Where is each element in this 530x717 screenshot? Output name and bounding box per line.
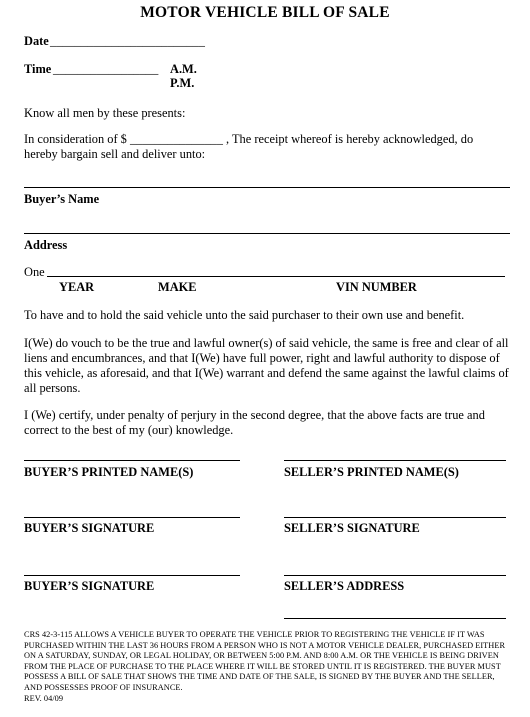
revision-label: REV. 04/09 (24, 693, 64, 703)
am-label: A.M. (170, 62, 197, 76)
seller-signature-label: SELLER’S SIGNATURE (284, 521, 420, 535)
date-label: Date (24, 34, 49, 48)
vouch-text: I(We) do vouch to be the true and lawful owner(s) of said vehicle, the same is free and clear of all liens and encumbrances, and that I(We) have full power, right and lawful authority to dispose of this vehicle, as aforesaid, and that I(We) warrant and defend the same against the lawful claims of all persons. (24, 336, 509, 395)
buyer-name-label: Buyer’s Name (24, 192, 100, 206)
buyer-signature-label-1: BUYER’S SIGNATURE (24, 521, 155, 535)
buyer-printed-name-label: BUYER’S PRINTED NAME(S) (24, 465, 194, 479)
page-title: MOTOR VEHICLE BILL OF SALE (140, 4, 390, 21)
seller-printed-name-label: SELLER’S PRINTED NAME(S) (284, 465, 459, 479)
seller-address-line[interactable] (284, 575, 506, 576)
one-label: One (24, 265, 45, 279)
buyer-printed-name-line[interactable] (24, 460, 240, 461)
buyer-name-line[interactable] (24, 187, 510, 188)
certify-text: I (We) certify, under penalty of perjury in the second degree, that the above facts are true and correct to the best of my (our) knowledge. (24, 408, 485, 437)
consideration-text: In consideration of $ _______________ , The receipt whereof is hereby acknowledged, do hereby bargain sell and deliver unto: (24, 132, 474, 161)
buyer-signature-label-2: BUYER’S SIGNATURE (24, 579, 155, 593)
seller-address-label: SELLER’S ADDRESS (284, 579, 405, 593)
address-line[interactable] (24, 233, 510, 234)
buyer-signature-line-2[interactable] (24, 575, 240, 576)
time-field[interactable]: _________________ (53, 62, 159, 76)
seller-signature-line[interactable] (284, 517, 506, 518)
pm-label: P.M. (170, 76, 195, 90)
to-have-text: To have and to hold the said vehicle unto the said purchaser to their own use and benefit. (24, 308, 465, 322)
year-label: YEAR (59, 280, 95, 294)
legal-footer (24, 630, 510, 704)
intro-text: Know all men by these presents: (24, 106, 186, 120)
seller-address-line-2[interactable] (284, 618, 506, 619)
vin-label: VIN NUMBER (336, 280, 417, 294)
vehicle-line[interactable] (47, 276, 505, 277)
date-field[interactable]: _________________________ (50, 34, 205, 48)
time-label: Time (24, 62, 52, 76)
make-label: MAKE (158, 280, 197, 294)
footer-text: CRS 42-3-115 ALLOWS A VEHICLE BUYER TO OPERATE THE VEHICLE PRIOR TO REGISTERING THE VEHICLE IF IT WAS PURCHASED WITHIN THE LAST 36 HOURS FROM A PERSON WHO IS NOT A MOTOR VEHICLE DEALER, PURCHASED EITHER ON A SATURDAY, SUNDAY, OR LEGAL HOLIDAY, OR BETWEEN 5:00 P.M. AND 8:00 A.M. OR THE VEHICLE IS BEING DRIVEN FROM THE PLACE OF PURCHASE TO THE PLACE WHERE IT WILL BE STORED UNTIL IT IS REGISTERED. THE BUYER MUST POSSESS A BILL OF SALE THAT SHOWS THE TIME AND DATE OF THE SALE, IS SIGNED BY THE BUYER AND THE SELLER, AND POSSESSES PROOF OF INSURANCE. (24, 630, 506, 692)
address-label: Address (24, 238, 68, 252)
buyer-signature-line-1[interactable] (24, 517, 240, 518)
seller-printed-name-line[interactable] (284, 460, 506, 461)
